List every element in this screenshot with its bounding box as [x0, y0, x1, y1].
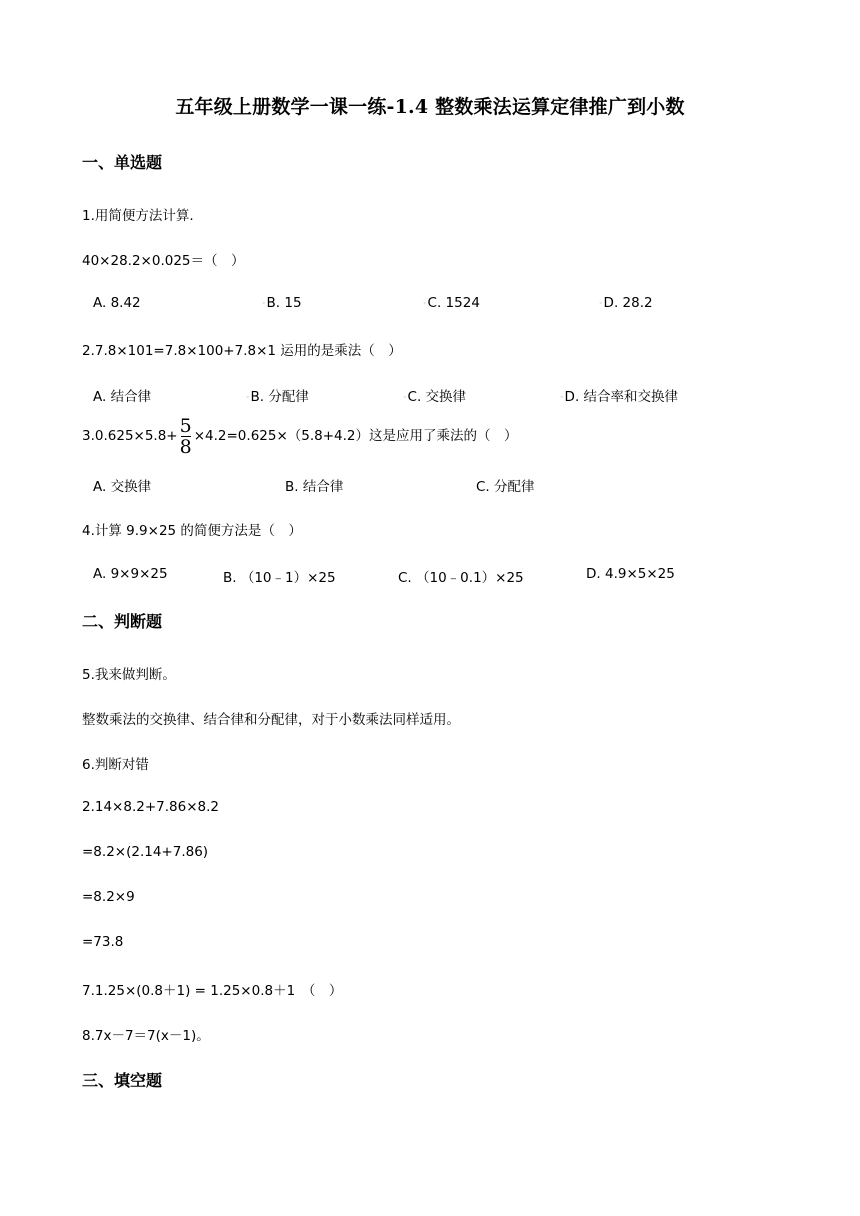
- question-3-stem: [82, 413, 518, 459]
- question-6-line-2: =8.2×(2.14+7.86): [82, 844, 209, 860]
- question-4-option-a[interactable]: A. 9×9×25: [93, 566, 168, 582]
- question-2-stem: 2.7.8×101=7.8×100+7.8×1 运用的是乘法（ ）: [82, 343, 402, 359]
- question-6-line-4: =73.8: [82, 934, 124, 950]
- question-3-option-a[interactable]: A. 交换律: [93, 479, 152, 495]
- question-5-body: 整数乘法的交换律、结合律和分配律，对于小数乘法同样适用。: [82, 712, 460, 728]
- question-3-option-c[interactable]: C. 分配律: [476, 479, 535, 495]
- bullet-dot-icon: ◦: [599, 299, 603, 307]
- question-8-stem: 8.7x－7＝7(x－1)。: [82, 1028, 210, 1044]
- question-2-option-d-label: D. 结合率和交换律: [564, 389, 679, 405]
- question-4-stem: 4.计算 9.9×25 的简便方法是（ ）: [82, 523, 302, 539]
- question-2-option-b-label: B. 分配律: [250, 389, 309, 405]
- question-2-option-c[interactable]: [403, 385, 466, 405]
- bullet-dot-icon: ◦: [560, 393, 564, 401]
- question-3-stem-part-2: ×4.2=0.625×（5.8+4.2）这是应用了乘法的（ ）: [193, 428, 518, 444]
- question-2-option-b[interactable]: [246, 385, 309, 405]
- section-heading-fill-in: 三、填空题: [82, 1071, 163, 1090]
- question-1-option-c[interactable]: [423, 295, 480, 311]
- question-3-stem-part-1: 3.0.625×5.8+: [82, 428, 178, 444]
- question-5-stem: 5.我来做判断。: [82, 667, 176, 683]
- page-title: 五年级上册数学一课一练-1.4 整数乘法运算定律推广到小数: [175, 96, 685, 118]
- question-3-option-b[interactable]: B. 结合律: [285, 479, 344, 495]
- bullet-dot-icon: ◦: [403, 393, 407, 401]
- question-2-option-c-label: C. 交换律: [407, 389, 467, 405]
- question-6-line-1: 2.14×8.2+7.86×8.2: [82, 799, 219, 815]
- question-6-stem: 6.判断对错: [82, 757, 149, 773]
- question-7-stem: 7.1.25×(0.8＋1) = 1.25×0.8＋1 （ ）: [82, 983, 343, 999]
- fraction-five-eighths: [180, 416, 192, 457]
- question-1-stem: 1.用简便方法计算.: [82, 208, 194, 224]
- bullet-dot-icon: ◦: [262, 299, 266, 307]
- bullet-dot-icon: ◦: [246, 393, 250, 401]
- bullet-dot-icon: ◦: [423, 299, 427, 307]
- fraction-numerator: 5: [179, 414, 192, 437]
- question-4-option-d[interactable]: D. 4.9×5×25: [586, 566, 675, 582]
- question-1-option-c-label: C. 1524: [427, 295, 480, 311]
- question-6-line-3: =8.2×9: [82, 889, 135, 905]
- question-1-option-a[interactable]: A. 8.42: [93, 295, 141, 311]
- question-1-option-b[interactable]: [262, 295, 302, 311]
- question-1-option-d-label: D. 28.2: [603, 295, 653, 311]
- section-heading-true-false: 二、判断题: [82, 612, 163, 631]
- question-2-option-d[interactable]: [560, 385, 678, 405]
- fraction-denominator: 8: [179, 435, 192, 458]
- section-heading-single-choice: 一、单选题: [82, 153, 163, 172]
- question-2-option-a[interactable]: A. 结合律: [93, 389, 152, 405]
- question-1-option-b-label: B. 15: [266, 295, 302, 311]
- question-1-option-d[interactable]: [599, 295, 653, 311]
- question-4-option-c[interactable]: C. （10﹣0.1）×25: [398, 570, 524, 586]
- question-1-expression: 40×28.2×0.025＝（ ）: [82, 253, 245, 269]
- question-4-option-b[interactable]: B. （10﹣1）×25: [223, 570, 336, 586]
